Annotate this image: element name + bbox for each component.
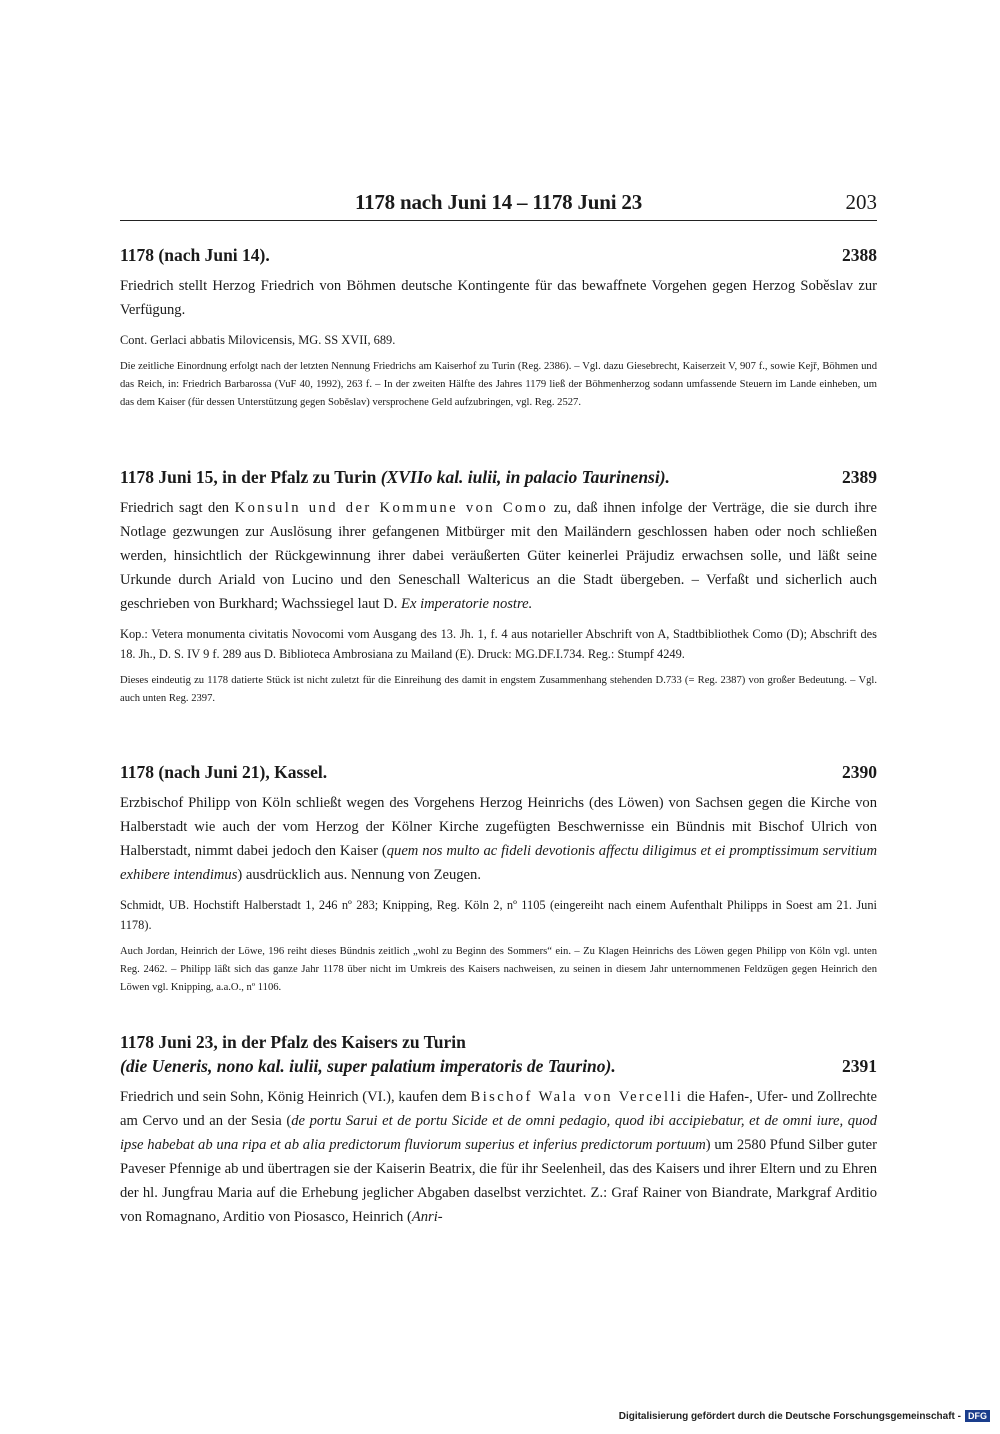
body-italic-text: quem nos multo ac fideli devotionis affectu diligimus et ei promptissimum servitium exhibere intendimus — [120, 843, 877, 883]
digitization-footer — [619, 1410, 990, 1422]
page-number: 203 — [845, 190, 877, 214]
entry-sources: Schmidt, UB. Hochstift Halberstadt 1, 246 nº 283; Knipping, Reg. Köln 2, nº 1105 (eingereiht nach einem Aufenthalt Philipps in Soest am 21. Juni 1178). — [120, 898, 877, 932]
entry-body — [120, 791, 877, 887]
body-italic-text: Ex imperatorie nostre. — [401, 596, 533, 612]
body-text: zu, daß ihnen infolge der Verträge, die sie durch ihre Notlage gezwungen zur Auslösung ihrer gefangenen Mitbürger mit den Mailändern geschlossen haben oder noch schließen werden, hinsichtlich der Rückgewinnung ihrer dabei veräußerten Güter keinerlei Präjudiz erwachsen solle, und läßt seine Urkunde durch Ariald von Lucino und den Seneschall Waltericus an die Stadt übergeben. – Verfaßt und sicherlich auch geschrieben von Burkhard; Wachssiegel laut D. — [120, 500, 877, 612]
regest-entry-2389 — [120, 465, 877, 708]
entry-date-latin: (die Ueneris, nono kal. iulii, super palatium imperatoris de Taurino). — [120, 1056, 616, 1076]
body-text: Friedrich und sein Sohn, König Heinrich (VI.), kaufen dem — [120, 1089, 467, 1105]
entry-note: Auch Jordan, Heinrich der Löwe, 196 reiht dieses Bündnis zeitlich „wohl zu Beginn des Sommers“ ein. – Zu Klagen Heinrichs des Löwen gegen Philipp von Köln vgl. unten Reg. 2462. – Philipp läßt sich das ganze Jahr 1178 über nicht im Umkreis des Kaisers nachweisen, zu seinen in diesem Jahr unternommenen Feldzügen gegen Heinrich den Löwen vgl. Knipping, a.a.O., nº 1106. — [120, 946, 877, 993]
entry-heading — [120, 760, 877, 784]
entry-date: 1178 (nach Juni 14). — [120, 245, 270, 265]
entry-note: Dieses eindeutig zu 1178 datierte Stück ist nicht zuletzt für die Einreihung des damit in engstem Zusammenhang stehenden D.733 (= Reg. 2387) von großer Bedeutung. – Vgl. auch unten Reg. 2397. — [120, 675, 877, 704]
entry-body — [120, 496, 877, 616]
entry-date: 1178 (nach Juni 21), Kassel. — [120, 762, 328, 782]
body-text: ) ausdrücklich aus. Nennung von Zeugen. — [237, 867, 481, 883]
entry-heading — [120, 465, 877, 489]
entry-number: 2388 — [842, 245, 877, 265]
entry-heading — [120, 243, 877, 267]
entry-number: 2391 — [842, 1056, 877, 1076]
entry-body: Friedrich stellt Herzog Friedrich von Böhmen deutsche Kontingente für das bewaffnete Vorgehen gegen Herzog Soběslav zur Verfügung. — [120, 278, 877, 318]
entry-sources: Cont. Gerlaci abbatis Milovicensis, MG. SS XVII, 689. — [120, 333, 396, 347]
entry-heading — [120, 1030, 877, 1078]
regest-entry-2388 — [120, 243, 877, 412]
entry-note: Die zeitliche Einordnung erfolgt nach der letzten Nennung Friedrichs am Kaiserhof zu Turin (Reg. 2386). – Vgl. dazu Giesebrecht, Kaiserzeit V, 907 f., sowie Kejř, Böhmen und das Reich, in: Friedrich Barbarossa (VuF 40, 1992), 263 f. – In der zweiten Hälfte des Jahres 1179 ließ der Böhmenherzog sodann umfassende Steuern im Lande einheben, um das dem Kaiser (für dessen Unterstützung gegen Soběslav) versprochene Geld aufzubringen, vgl. Reg. 2527. — [120, 361, 877, 408]
body-text: die Hafen-, Ufer- und Zollrechte am Cervo und an der Sesia ( — [120, 1089, 877, 1129]
body-text: Friedrich sagt den — [120, 500, 230, 516]
entry-body — [120, 1085, 877, 1229]
regest-entry-2391 — [120, 1030, 877, 1229]
running-header — [120, 188, 877, 221]
entry-date: 1178 Juni 15, in der Pfalz zu Turin — [120, 467, 377, 487]
body-italic-text: de portu Sarui et de portu Sicide et de omni pedagio, quod ibi accipiebatur, et de omni iure, quod ipse habebat ab una ripa et ab alia predictorum fluviorum superius et inferius predictorum portuum — [120, 1113, 877, 1153]
regest-entry-2390 — [120, 760, 877, 997]
body-spaced-text: Konsuln und der Kommune von Como — [234, 500, 549, 516]
body-italic-text: Anri- — [411, 1209, 443, 1225]
dfg-logo: DFG — [965, 1410, 990, 1422]
body-text: ) um 2580 Pfund Silber guter Paveser Pfennige ab und übertragen sie der Kaiserin Beatrix, die für ihr Seelenheil, das des Kaisers und ihrer Eltern und zu Ehren der hl. Jungfrau Maria auf die Erhebung jeglicher Abgaben daselbst verzichtet. Z.: Graf Rainer von Biandrate, Markgraf Arditio von Romagnano, Arditio von Piosasco, Heinrich ( — [120, 1137, 877, 1225]
entry-date-latin: (XVIIo kal. iulii, in palacio Taurinensi). — [380, 467, 670, 487]
entry-number: 2390 — [842, 762, 877, 782]
body-spaced-text: Bischof Wala von Vercelli — [470, 1089, 684, 1105]
entry-number: 2389 — [842, 467, 877, 487]
body-text: Erzbischof Philipp von Köln schließt wegen des Vorgehens Herzog Heinrichs (des Löwen) von Sachsen gegen die Kirche von Halberstadt wie auch der vom Herzog der Kölner Kirche zugefügten Beschwernisse ein Bündnis mit Bischof Ulrich von Halberstadt, nimmt dabei jedoch den Kaiser ( — [120, 795, 877, 859]
entry-date: 1178 Juni 23, in der Pfalz des Kaisers zu Turin — [120, 1032, 466, 1052]
entry-sources: Kop.: Vetera monumenta civitatis Novocomi vom Ausgang des 13. Jh. 1, f. 4 aus notarieller Abschrift von A, Stadtbibliothek Como (D); Abschrift des 18. Jh., D. S. IV 9 f. 289 aus D. Biblioteca Ambrosiana zu Mailand (E). Druck: MG.DF.I.734. Reg.: Stumpf 4249. — [120, 627, 877, 661]
footer-text: Digitalisierung gefördert durch die Deutsche Forschungsgemeinschaft - — [618, 1410, 961, 1422]
running-title: 1178 nach Juni 14 – 1178 Juni 23 — [354, 190, 643, 214]
